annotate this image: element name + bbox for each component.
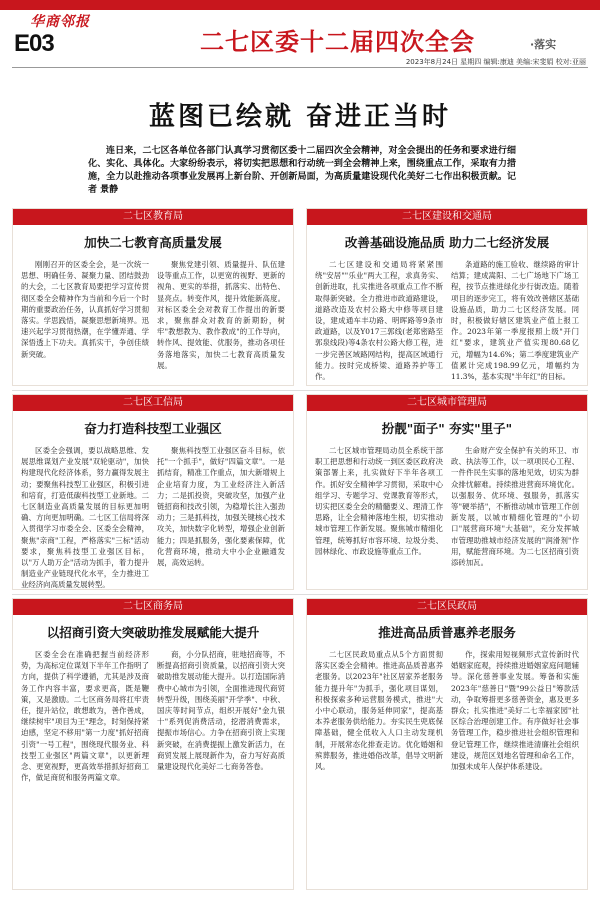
section-banner: 二七区城市管理局 xyxy=(307,395,587,411)
masthead-logo: 华商邻报 xyxy=(30,14,90,30)
section-urban-management xyxy=(306,394,588,590)
section-civil-affairs xyxy=(306,598,588,890)
article-column: 二七区民政局重点从5个方面贯彻落实区委全会精神。推进高品质普惠养老服务。以2023年"社区居家养老服务能力提升年"为抓手，强化项目谋划，积极探索多种运营服务模式，推进"大小中心联动，服务延伸同家"，提高基本养老服务供给能力。夯实民生兜底保障基础，健全低收入人口主动发现机制，开展常态化排查走访。优化婚姻和殡葬服务，推进婚俗改革，倡导文明新风。 xyxy=(315,650,443,772)
section-industry xyxy=(12,394,294,590)
section-commerce xyxy=(12,598,294,890)
section-divider xyxy=(12,390,588,391)
page-header xyxy=(0,0,600,68)
section-headline: 扮靓"面子" 夯实"里子" xyxy=(381,421,513,436)
section-subtitle: ·落实 xyxy=(530,38,557,51)
section-headline: 加快二七教育高质量发展 xyxy=(84,235,222,250)
section-banner: 二七区工信局 xyxy=(13,395,293,411)
section-construction-traffic xyxy=(306,208,588,386)
section-headline: 以招商引资大突破助推发展赋能大提升 xyxy=(46,625,260,640)
section-headline: 奋力打造科技型工业强区 xyxy=(84,421,222,436)
article-column: 作，探索用短视频形式宣传新时代婚姻家庭观，持续推进婚姻家庭问题辅导。深化慈善事业发展。筹备和实施2023年"慈善日"暨"99公益日"筹款活动，争取筹措更多慈善资金，惠及更多群众；扎实推进"美好二七幸福家园"社区综合治理创建工作。有序做好社会事务管理工作，稳步推进社会组织管理和登记管理工作，继续推进清廉社会组织建设，规范区划地名管理和命名工作，加强未成年人保护体系建设。 xyxy=(451,650,579,772)
section-title: 二七区委十二届四次全会 xyxy=(200,28,475,56)
article-column: 刚刚召开的区委全会，是一次统一思想、明确任务、凝聚力量、团结鼓劲的大会，二七区教育局要把学习宣传贯彻区委全会精神作为当前和今后一个时期的重要政治任务，认真抓好学习贯彻落实。学思践悟，凝聚思想新境界。迅速兴起学习贯彻热潮，在学懂弄通、学深悟透上下功夫。真抓实干，争创佳绩新突破。 xyxy=(21,260,149,359)
article-column: 区委全会强调，要以战略思维、发展思维谋划产业发展"双轮驱动"，加快构建现代化经济体系，努力赢得发展主动；要聚焦科技型工业强区，积极引进和培育，打造低碳科技型工业新地。二七区制造业高质量发展的目标更加明确、方向更加明确。二七区工信局将深入贯彻学习市委全会、区委全会精神，聚焦"亲商"工程，严格落实"三标"活动要求，聚焦科技型工业强区目标，以"万人助万企"活动为抓手，着力提升制造业产业链现代化水平，全力推进工业经济向高质量发展转型。 xyxy=(21,446,149,590)
publication-meta: 2023年8月24日 星期四 编辑:康迪 美编:宋斐娟 校对:亚丽 xyxy=(405,58,586,66)
section-banner: 二七区教育局 xyxy=(13,209,293,225)
article-column: 聚焦科技型工业强区奋斗目标，依托"一个抓手"，做好"四篇文章"。一是抓结育，精准工作重点，加大新增规上企业培育力度，为工业经济注入新活力；二是抓投资，突破攻坚，加强产业链招商和技改引领，为稳增长注入强劲动力；三是抓科技，加强关键核心技术攻关，加快数字化转型，增强企业创新能力；四是抓服务，强化要素保障，优化营商环境，推动大中小企业融通发展，高效运转。 xyxy=(157,446,285,568)
article-column: 生命财产安全保护有关的环卫、市政、执法等工作，以一项项民心工程、一件件民生实事的落地见效，切实为群众排忧解难。持续推进营商环境优化。以强服务、优环境、强服务，抓落实等"硬举措"，不断推动城市管理工作创新发展，以城市精细化管理的"小切口"展营商环境"大基础"，充分发挥城市管理助推城市经济发展的"润滑剂"作用，赋能营商环境。为二七区招商引资添砖加瓦。 xyxy=(451,446,579,568)
header-rule xyxy=(12,67,588,68)
section-banner: 二七区民政局 xyxy=(307,599,587,615)
article-column: 二七区建设和交通局将紧紧围绕"安居""乐业"两大工程，求真务实、创新进取，扎实推进各项重点工作不断取得新突破。全力推进市政道路建设，道路改造及农村公路大中修等项目建设，建成通车丰功路、明晖路等9条市政道路，以及Y017三郭线(老郑密路至郭泉线段)等4条农村公路大修工程，进一步完善区域路网结构，提高区域通行能力。按时完成桥梁、道路养护等工作。 xyxy=(315,260,443,382)
page-headline: 蓝图已绘就 奋进正当时 xyxy=(148,102,452,132)
article-column: 条道路的施工验收、继续路的审计结算；建成嵩阳、二七广场地下广场工程，按节点推进绿化步行街改造。随着项目的逐步完工，将有效改善辖区基础设施品质，助力二七区经济发展。同时，积极做好辖区建筑业产值上报工作。2023年第一季度报照上级"开门红"要求，建筑业产值实现80.68亿元，增幅为14.6%；第二季度建筑业产值累计完成198.99亿元，增幅约为11.3%，基本实现"半年红"的目标。 xyxy=(451,260,579,382)
page-number: E03 xyxy=(14,30,54,57)
intro-paragraph: 连日来，二七区各单位各部门认真学习贯彻区委十二届四次全会精神，对全会提出的任务和要求进行细化、实化、具体化。大家纷纷表示，将切实把思想和行动统一到全会精神上来，围绕重点工作，采取有力措施，全力以赴推动各项事业发展再上新台阶、开创新局面，为高质量建设现代化美好二七作出积极贡献。记者 景静 xyxy=(88,146,516,195)
section-headline: 改善基础设施品质 助力二七经济发展 xyxy=(344,235,550,250)
article-column: 商，小分队招商，驻地招商等，不断提高招商引资质量，以招商引资大突破助推发展动能大提升。以打造国际消费中心城市为引领，全面推进现代商贸转型升级，围绕美丽"开学季"、中秋、国庆等时间节点，组织开展好"金九银十"系列促消费活动，挖潜消费需求，提振市场信心。力争在招商引资上实现新突破，在消费提振上激发新活力，在商贸发展上展现新作为，奋力写好高质量建设现代化美好二七商务答卷。 xyxy=(157,650,285,772)
section-divider xyxy=(12,594,588,595)
article-column: 聚焦党建引领、质量提升、队伍建设等重点工作，以更宽的视野、更新的视角、更实的举措，抓落实、出特色、显亮点。转变作风，提升效能新高度。对标区委全会对教育工作提出的新要求，聚焦群众对教育的新期盼，树牢"教想教为、教作教成"的工作导向，转作风、提效能、优服务，推动各项任务落地落实，加快二七教育高质量发展。 xyxy=(157,260,285,370)
article-column: 二七区城市管理局动员全系统干部职工把思想和行动统一到区委区政府决策部署上来，扎实做好下半年各项工作。抓好安全精神学习贯彻，采取中心组学习、专题学习、党课教育等形式，切实把区委全会的精髓要义、理清工作思路，让全会精神落地生根，切实推动城市管理工作新发展。聚焦城市精细化管理，统筹抓好市容环境、垃圾分类、园林绿化、市政设施等重点工作。 xyxy=(315,446,443,556)
article-column: 区委全会在准确把握当前经济形势，为高标定位谋划下半年工作指明了方向，提供了科学遵循，尤其是涉及商务工作内容丰富，要求更高，既是鞭策，又是激励。二七区商务局将扛牢责任，提升站位，敢想敢为，善作善成，继续树牢"项目为王"理念，时刻保持紧迫感，坚定不移用"第一力度"抓好招商引资"一号工程"，围绕现代服务业、科技型工业强区"两篇文章"，以更新理念、更宽视野，更高效举措抓好招商工作，做足商贸和服务两篇文章。 xyxy=(21,650,149,783)
section-education xyxy=(12,208,294,386)
section-banner: 二七区建设和交通局 xyxy=(307,209,587,225)
section-banner: 二七区商务局 xyxy=(13,599,293,615)
header-top-bar xyxy=(0,0,600,10)
section-headline: 推进高品质普惠养老服务 xyxy=(378,625,516,640)
